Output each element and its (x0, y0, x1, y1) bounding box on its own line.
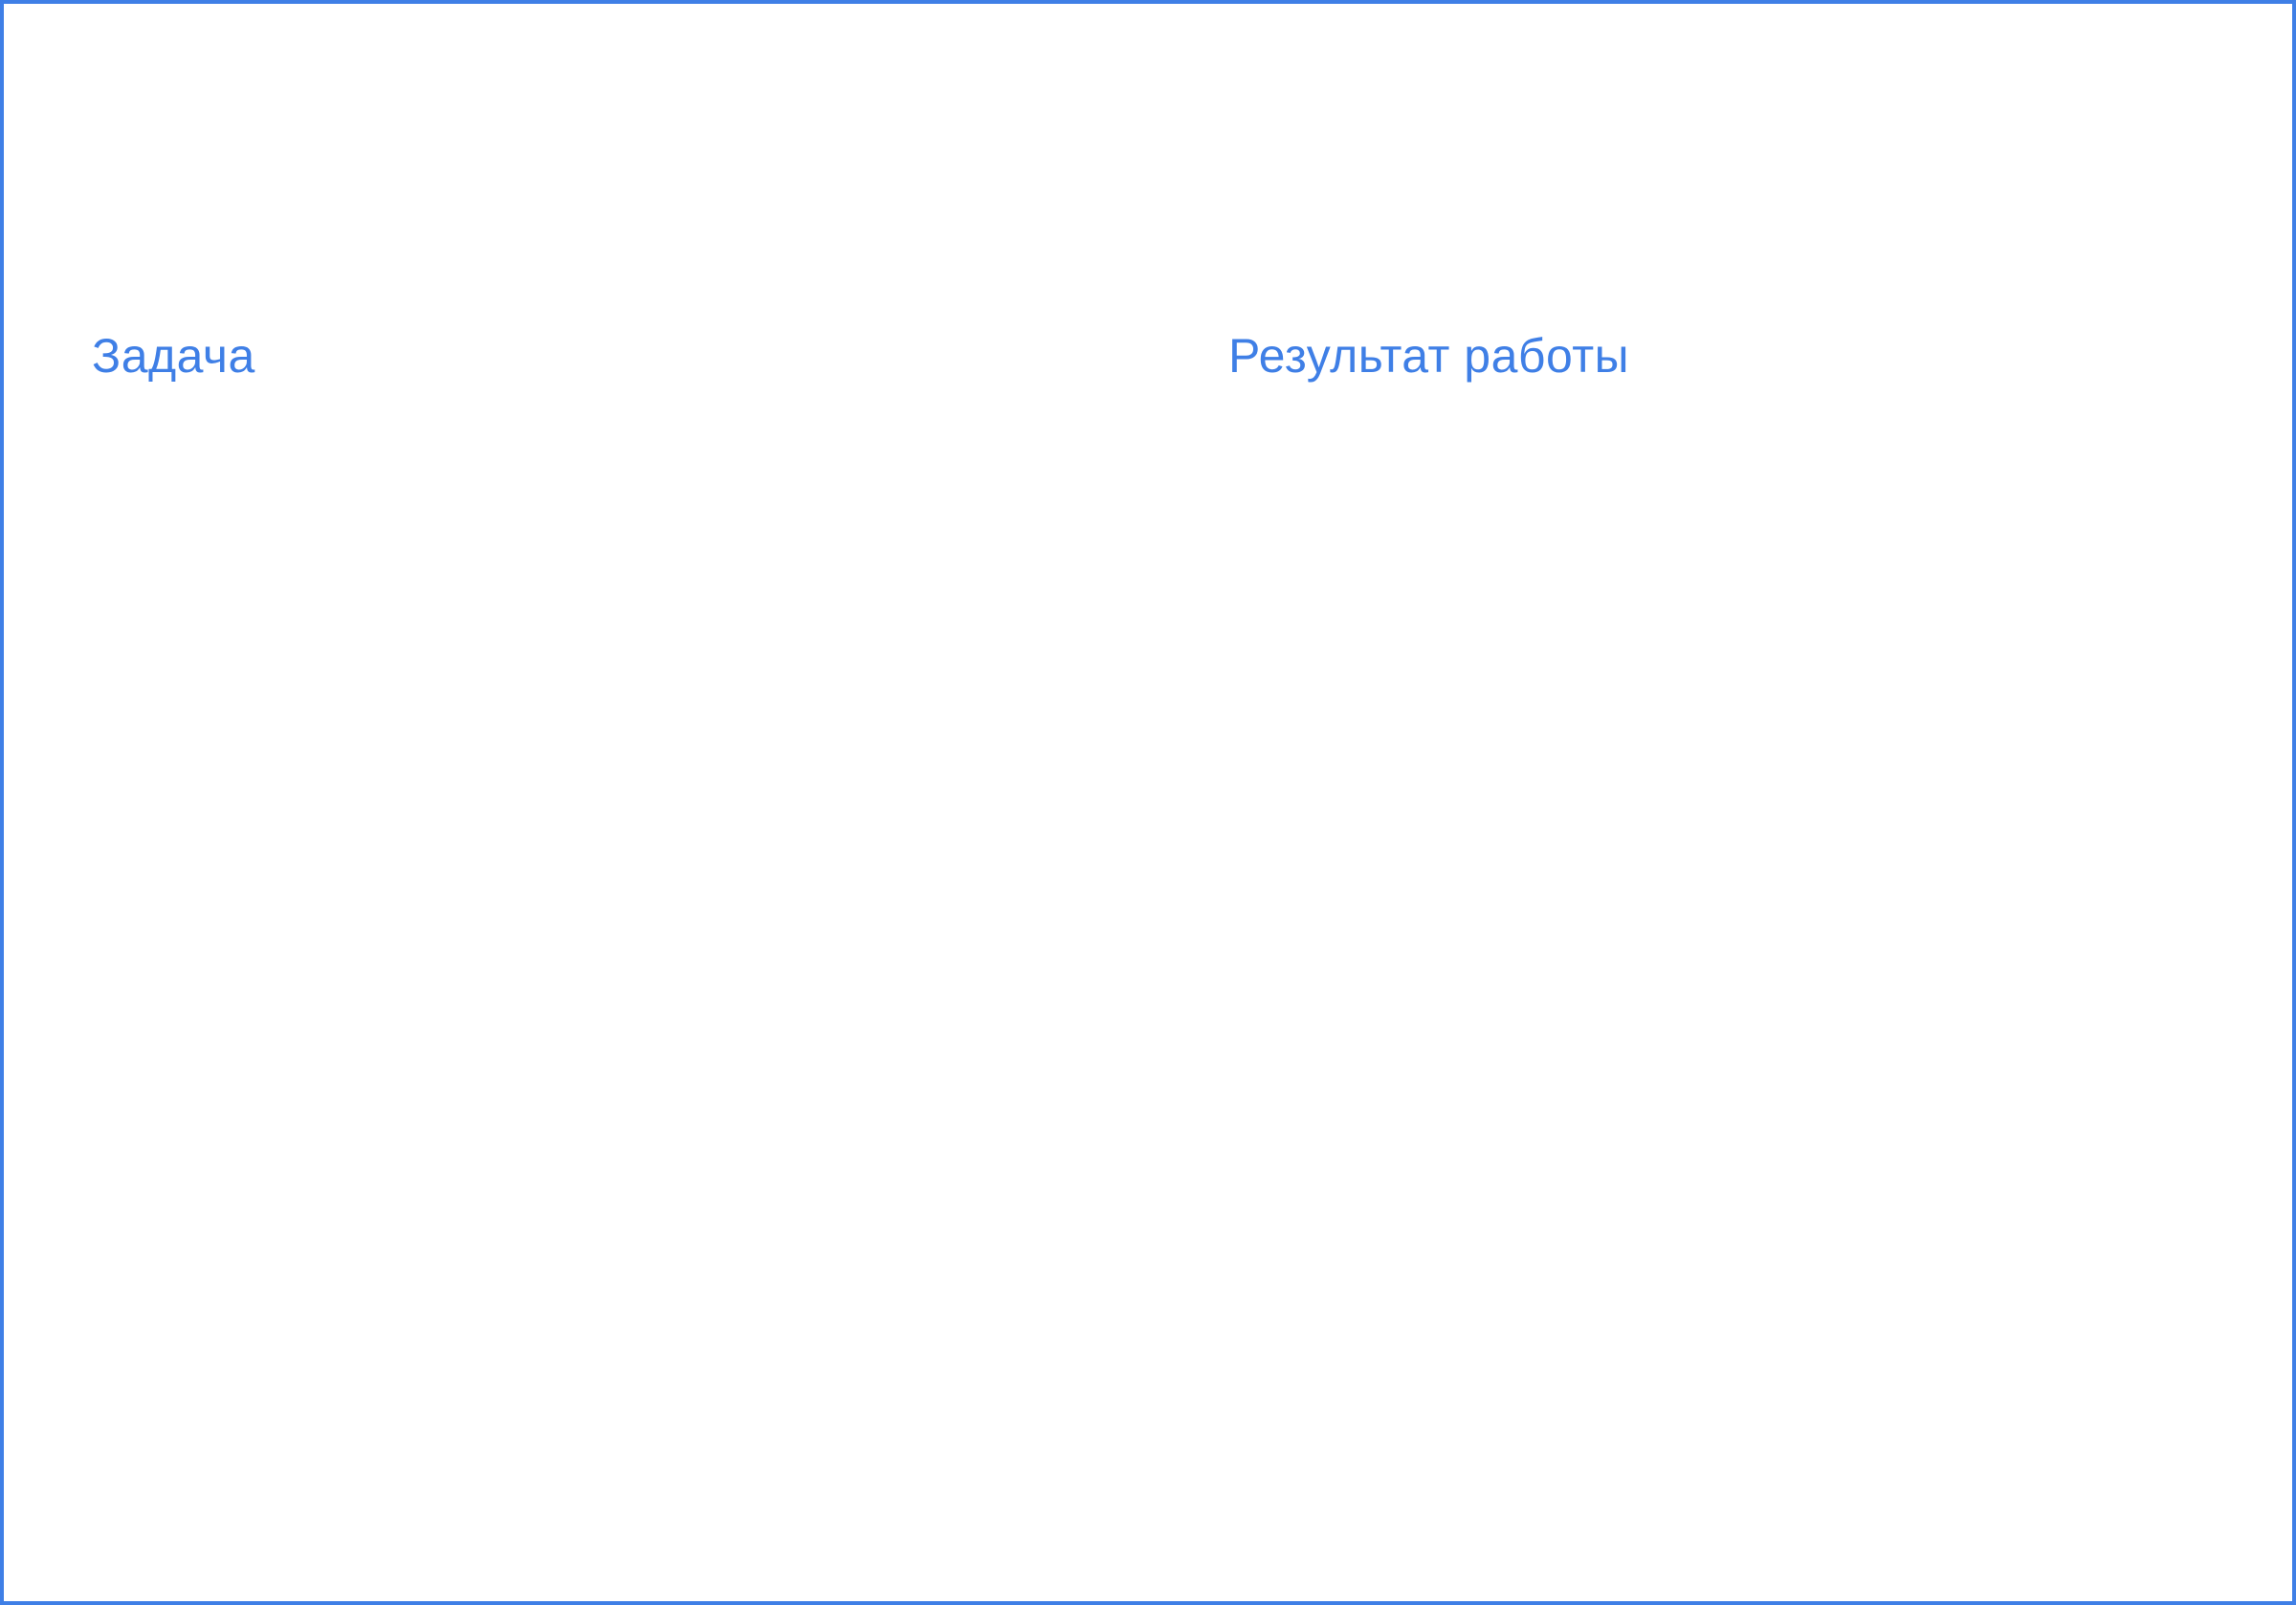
result-heading: Результат работы (1228, 329, 1630, 383)
result-section (1138, 4, 2296, 1601)
task-section (4, 4, 1138, 1601)
task-heading: Задача (92, 329, 255, 383)
